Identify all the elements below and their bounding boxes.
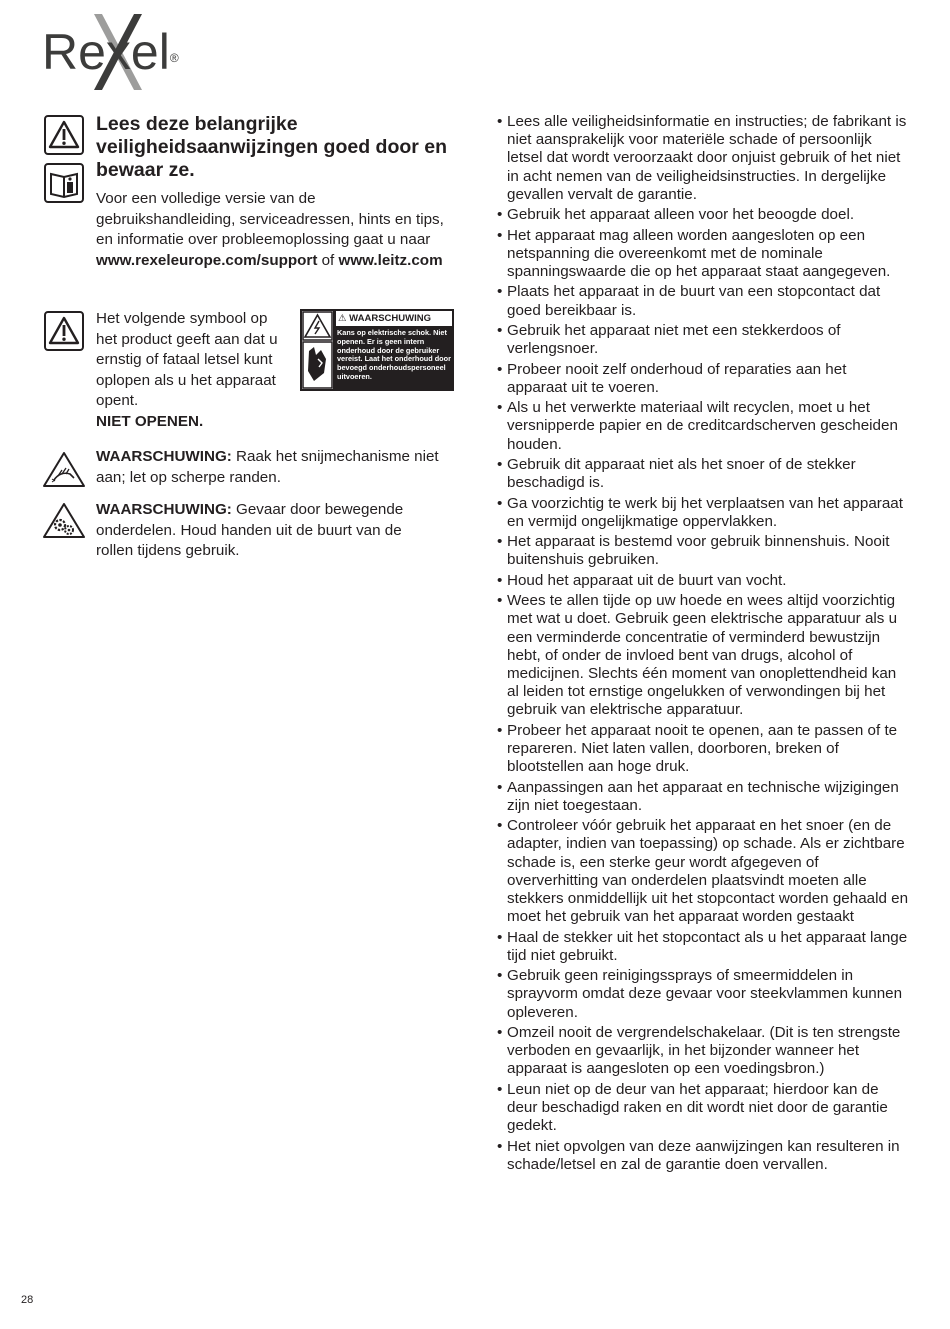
bullet-text: Gebruik geen reinigingssprays of smeermiddelen in sprayvorm omdat deze gevaar voor steekvlammen kunnen opleveren. [507,967,903,1021]
bullet-marker: • [497,283,503,301]
shock-warning-label [300,309,454,391]
bullet-item [497,399,909,454]
label-body: Kans op elektrische schok. Niet openen. Er is geen intern onderhoud door de gebruiker vereist. Laat het onderhoud door bevoegd onderhoudspersoneel uitvoeren. [337,328,451,381]
bullet-marker: • [497,1137,503,1155]
cutting-hazard-icon [42,450,86,490]
moving-parts-warning-text: Gevaar door bewegende onderdelen. Houd handen uit de buurt van de rollen tijdens gebruik. [96,501,404,559]
bullet-marker: • [497,360,503,378]
bullet-marker: • [497,1023,503,1041]
bullet-item [497,929,909,965]
moving-parts-warning [96,500,441,562]
support-link[interactable]: www.rexeleurope.com/support [96,251,318,269]
bullet-marker: • [497,399,503,417]
bullet-text: Plaats het apparaat in de buurt van een stopcontact dat goed bereikbaar is. [507,283,881,319]
warning-triangle-icon [44,115,84,155]
read-manual-icon [44,163,84,203]
bullet-marker: • [497,571,503,589]
leitz-link[interactable]: www.leitz.com [338,251,443,269]
symbol-text: Het volgende symbool op het product geeft aan dat u ernstig of fataal letsel kunt oplopen als u het apparaat opent. [96,310,278,409]
label-icons [302,311,333,389]
bullet-marker: • [497,1080,503,1098]
bullet-item [497,227,909,282]
bullet-item [497,779,909,815]
bullet-marker: • [497,533,503,551]
page-number: 28 [21,1294,34,1306]
bullet-text: Wees te allen tijde op uw hoede en wees altijd voorzichtig met wat u doet. Gebruik geen elektrische apparatuur als u een verminderde concentratie of verminderd bewustzijn hebt, of onder de invloed bent van drugs, alcohol of medicijnen. Slechts één moment van onoplettendheid kan al leiden tot ernstige ongelukken of verwondingen bij het gebruik van elektrische apparatuur. [507,592,898,719]
bullet-marker: • [497,817,503,835]
intro-or: of [317,251,339,269]
logo-text: Rexel [42,24,170,80]
label-title-bar [335,310,453,327]
small-warning-icon: ⚠ [338,313,347,324]
warning-triangle-icon [44,311,84,351]
bullet-item [497,817,909,926]
symbol-paragraph [96,309,288,432]
bullet-text: Probeer nooit zelf onderhoud of reparaties aan het apparaat uit te voeren. [507,360,847,396]
rexel-logo [42,12,212,92]
bullet-item [497,1024,909,1079]
bullet-text: Omzeil nooit de vergrendelschakelaar. (Dit is ten strengste verboden en gevaarlijk, in het bijzonder wanneer het apparaat is aangesloten op een voedingsbron.) [507,1023,901,1078]
bullet-text: Aanpassingen aan het apparaat en technische wijzigingen zijn niet toegestaan. [507,778,899,814]
bullet-marker: • [497,928,503,946]
cutting-warning [96,447,441,488]
bullet-item [497,722,909,777]
safety-bullet-list [497,113,909,1176]
bullet-marker: • [497,592,503,610]
bullet-marker: • [497,113,503,130]
bullet-text: Houd het apparaat uit de buurt van vocht. [507,571,787,589]
bullet-text: Als u het verwerkte materiaal wilt recyclen, moet u het versnipperde papier en de creditcardscherven gescheiden houden. [507,399,898,453]
label-title: WAARSCHUWING [349,313,431,324]
moving-parts-warning-label: WAARSCHUWING: [96,501,232,518]
bullet-text: Haal de stekker uit het stopcontact als u het apparaat lange tijd niet gebruikt. [507,928,908,964]
bullet-marker: • [497,967,503,985]
bullet-item [497,1081,909,1136]
cutting-warning-label: WAARSCHUWING: [96,448,232,465]
bullet-marker: • [497,494,503,512]
bullet-item [497,533,909,569]
do-not-open-text: NIET OPENEN. [96,412,204,430]
bullet-item [497,322,909,358]
bullet-item [497,495,909,531]
bullet-text: Gebruik het apparaat niet met een stekkerdoos of verlengsnoer. [507,321,841,358]
bullet-item [497,361,909,397]
page-heading: Lees deze belangrijke veiligheidsaanwijzingen goed door en bewaar ze. [96,113,448,181]
bullet-text: Gebruik dit apparaat niet als het snoer of de stekker beschadigd is. [507,455,856,492]
bullet-text: Het niet opvolgen van deze aanwijzingen kan resulteren in schade/letsel en zal de garantie doen vervallen. [507,1137,900,1173]
bullet-marker: • [497,455,503,473]
bullet-item [497,967,909,1022]
bullet-marker: • [497,321,503,339]
bullet-item [497,1138,909,1174]
bullet-item [497,456,909,492]
registered-mark: ® [169,51,179,65]
moving-parts-icon [42,501,86,541]
bullet-item [497,283,909,319]
cutting-warning-text: Raak het snijmechanisme niet aan; let op scherpe randen. [96,448,439,486]
bullet-text: Leun niet op de deur van het apparaat; hierdoor kan de deur beschadigd raken en dit wordt niet door de garantie gedekt. [507,1080,888,1135]
bullet-item [497,592,909,719]
bullet-text: Het apparaat mag alleen worden aangesloten op een netspanning die overeenkomt met de nominale spanningswaarde die op het apparaat staat aangegeven. [507,226,891,280]
bullet-item [497,113,909,204]
bullet-marker: • [497,721,503,739]
bullet-item [497,206,909,224]
bullet-text: Gebruik het apparaat alleen voor het beoogde doel. [507,206,855,224]
bullet-marker: • [497,206,503,224]
intro-paragraph [96,189,456,271]
bullet-text: Lees alle veiligheidsinformatie en instructies; de fabrikant is niet aansprakelijk voor materiële schade of persoonlijk letsel dat wordt veroorzaakt door onjuist gebruik of het niet in acht nemen van de veiligheidsinstructies. In dergelijke gevallen vervalt de garantie. [507,113,907,203]
bullet-marker: • [497,226,503,244]
bullet-text: Probeer het apparaat nooit te openen, aan te passen of te repareren. Niet laten vallen, doorboren, breken of blootstellen aan hoge druk. [507,721,898,776]
intro-text: Voor een volledige versie van de gebruikshandleiding, serviceadressen, hints en tips, en informatie over probleemoplossing gaat u naar [96,190,444,248]
bullet-text: Het apparaat is bestemd voor gebruik binnenshuis. Nooit buitenshuis gebruiken. [507,533,890,569]
bullet-marker: • [497,778,503,796]
logo-wordmark [42,22,179,82]
bullet-text: Controleer vóór gebruik het apparaat en het snoer (en de adapter, indien van toepassing) op schade. Als er zichtbare schade is, een sterke geur wordt afgegeven of oververhitting van onderdelen plaatsvindt moeten alle stekkers onmiddellijk uit het stopcontact worden gehaald en moet het gebruik van het apparaat worden gestaakt [507,817,909,926]
bullet-item [497,572,909,590]
bullet-text: Ga voorzichtig te werk bij het verplaatsen van het apparaat en vermijd ongelijkmatige oppervlakken. [507,494,903,530]
